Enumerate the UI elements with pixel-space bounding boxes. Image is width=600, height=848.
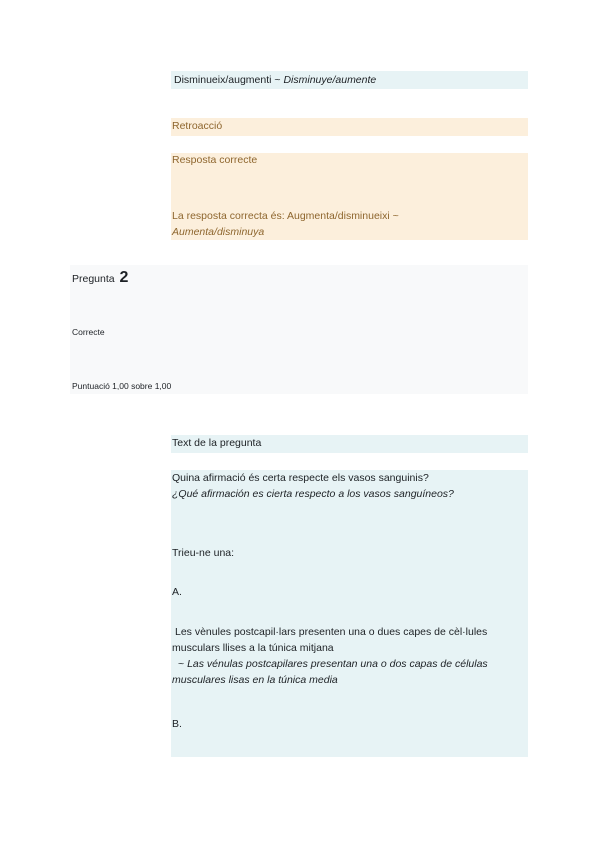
answer-separator: ~ [274, 74, 281, 86]
feedback-status: Resposta correcte [172, 154, 258, 166]
feedback-header [171, 118, 528, 136]
question-text-header [171, 435, 528, 453]
option-a-spanish: Las vénulas postcapilares presentan una o dos capas de células musculares lisas en la túnica media [172, 658, 488, 686]
previous-answer-row [171, 71, 528, 89]
option-a-catalan: Les vènules postcapil·lars presenten una o dues capes de cèl·lules musculars llises a la túnica mitjana [172, 626, 488, 654]
answer-catalan: Disminueix/augmenti [174, 74, 272, 86]
question-info-panel [70, 265, 528, 394]
correct-answer [172, 208, 399, 240]
option-a-text[interactable] [172, 624, 524, 688]
question-state: Correcte [72, 327, 105, 337]
answer-spanish: Disminuye/aumente [283, 74, 377, 86]
correct-answer-prefix: La resposta correcta és: [172, 210, 285, 222]
feedback-header-label: Retroacció [172, 120, 223, 132]
correct-answer-separator: ~ [392, 210, 399, 222]
option-b-letter[interactable]: B. [172, 718, 182, 730]
question-text-catalan: Quina afirmació és certa respecte els vasos sanguinis? [172, 472, 429, 484]
option-a-letter[interactable]: A. [172, 586, 182, 598]
correct-answer-spanish: Aumenta/disminuya [172, 226, 265, 238]
question-text-spanish: ¿Qué afirmación es cierta respecto a los vasos sanguíneos? [172, 488, 454, 500]
question-grade: Puntuació 1,00 sobre 1,00 [72, 381, 172, 391]
question-text [172, 470, 454, 502]
question-number: 2 [119, 269, 129, 286]
correct-answer-catalan: Augmenta/disminueixi [286, 210, 390, 222]
question-text-header-label: Text de la pregunta [172, 437, 262, 449]
question-label: Pregunta [72, 273, 115, 285]
choose-one-prompt: Trieu-ne una: [172, 547, 235, 559]
feedback-box [171, 153, 528, 240]
question-title [72, 269, 128, 287]
question-box [171, 470, 528, 757]
option-a-separator: ~ [178, 658, 185, 670]
